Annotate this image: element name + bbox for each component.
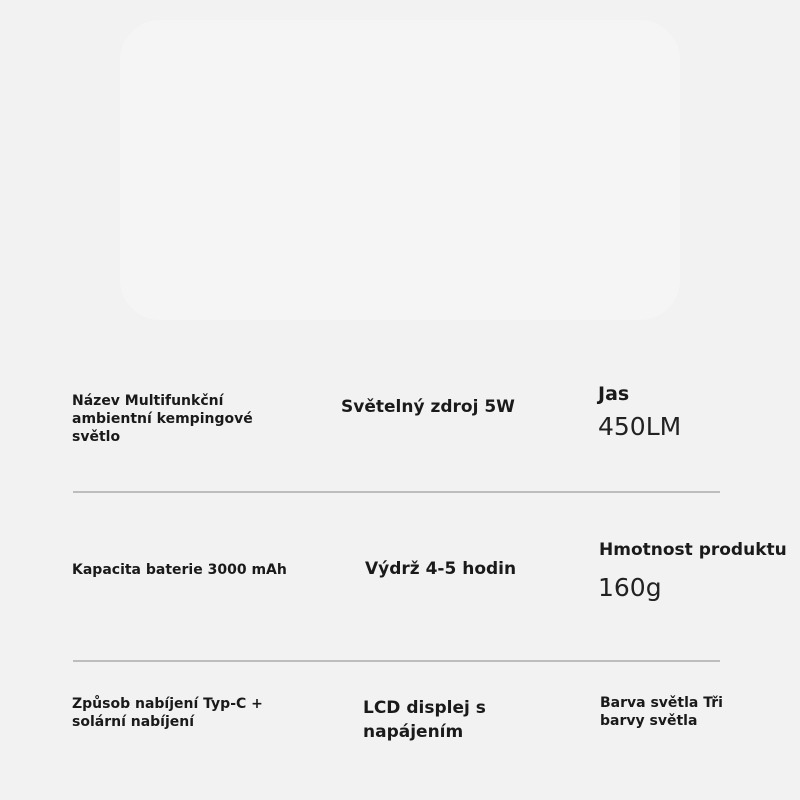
spec-light-color: Barva světla Tři barvy světla [600,695,723,729]
product-image-area [120,20,680,320]
spec-brightness-label: Jas [598,383,630,405]
spec-light-source: Světelný zdroj 5W [341,397,515,417]
divider [73,660,720,662]
spec-charging: Způsob nabíjení Typ-C + solární nabíjení [72,696,263,730]
spec-battery: Kapacita baterie 3000 mAh [72,562,287,578]
spec-weight-label: Hmotnost produktu [599,540,787,560]
divider [73,491,720,493]
spec-name: Název Multifunkční ambientní kempingové světlo [72,393,253,445]
spec-brightness-value: 450LM [598,412,682,441]
spec-display: LCD displej s napájením [363,698,486,742]
spec-weight-value: 160g [598,573,662,602]
spec-endurance: Výdrž 4-5 hodin [365,559,517,579]
